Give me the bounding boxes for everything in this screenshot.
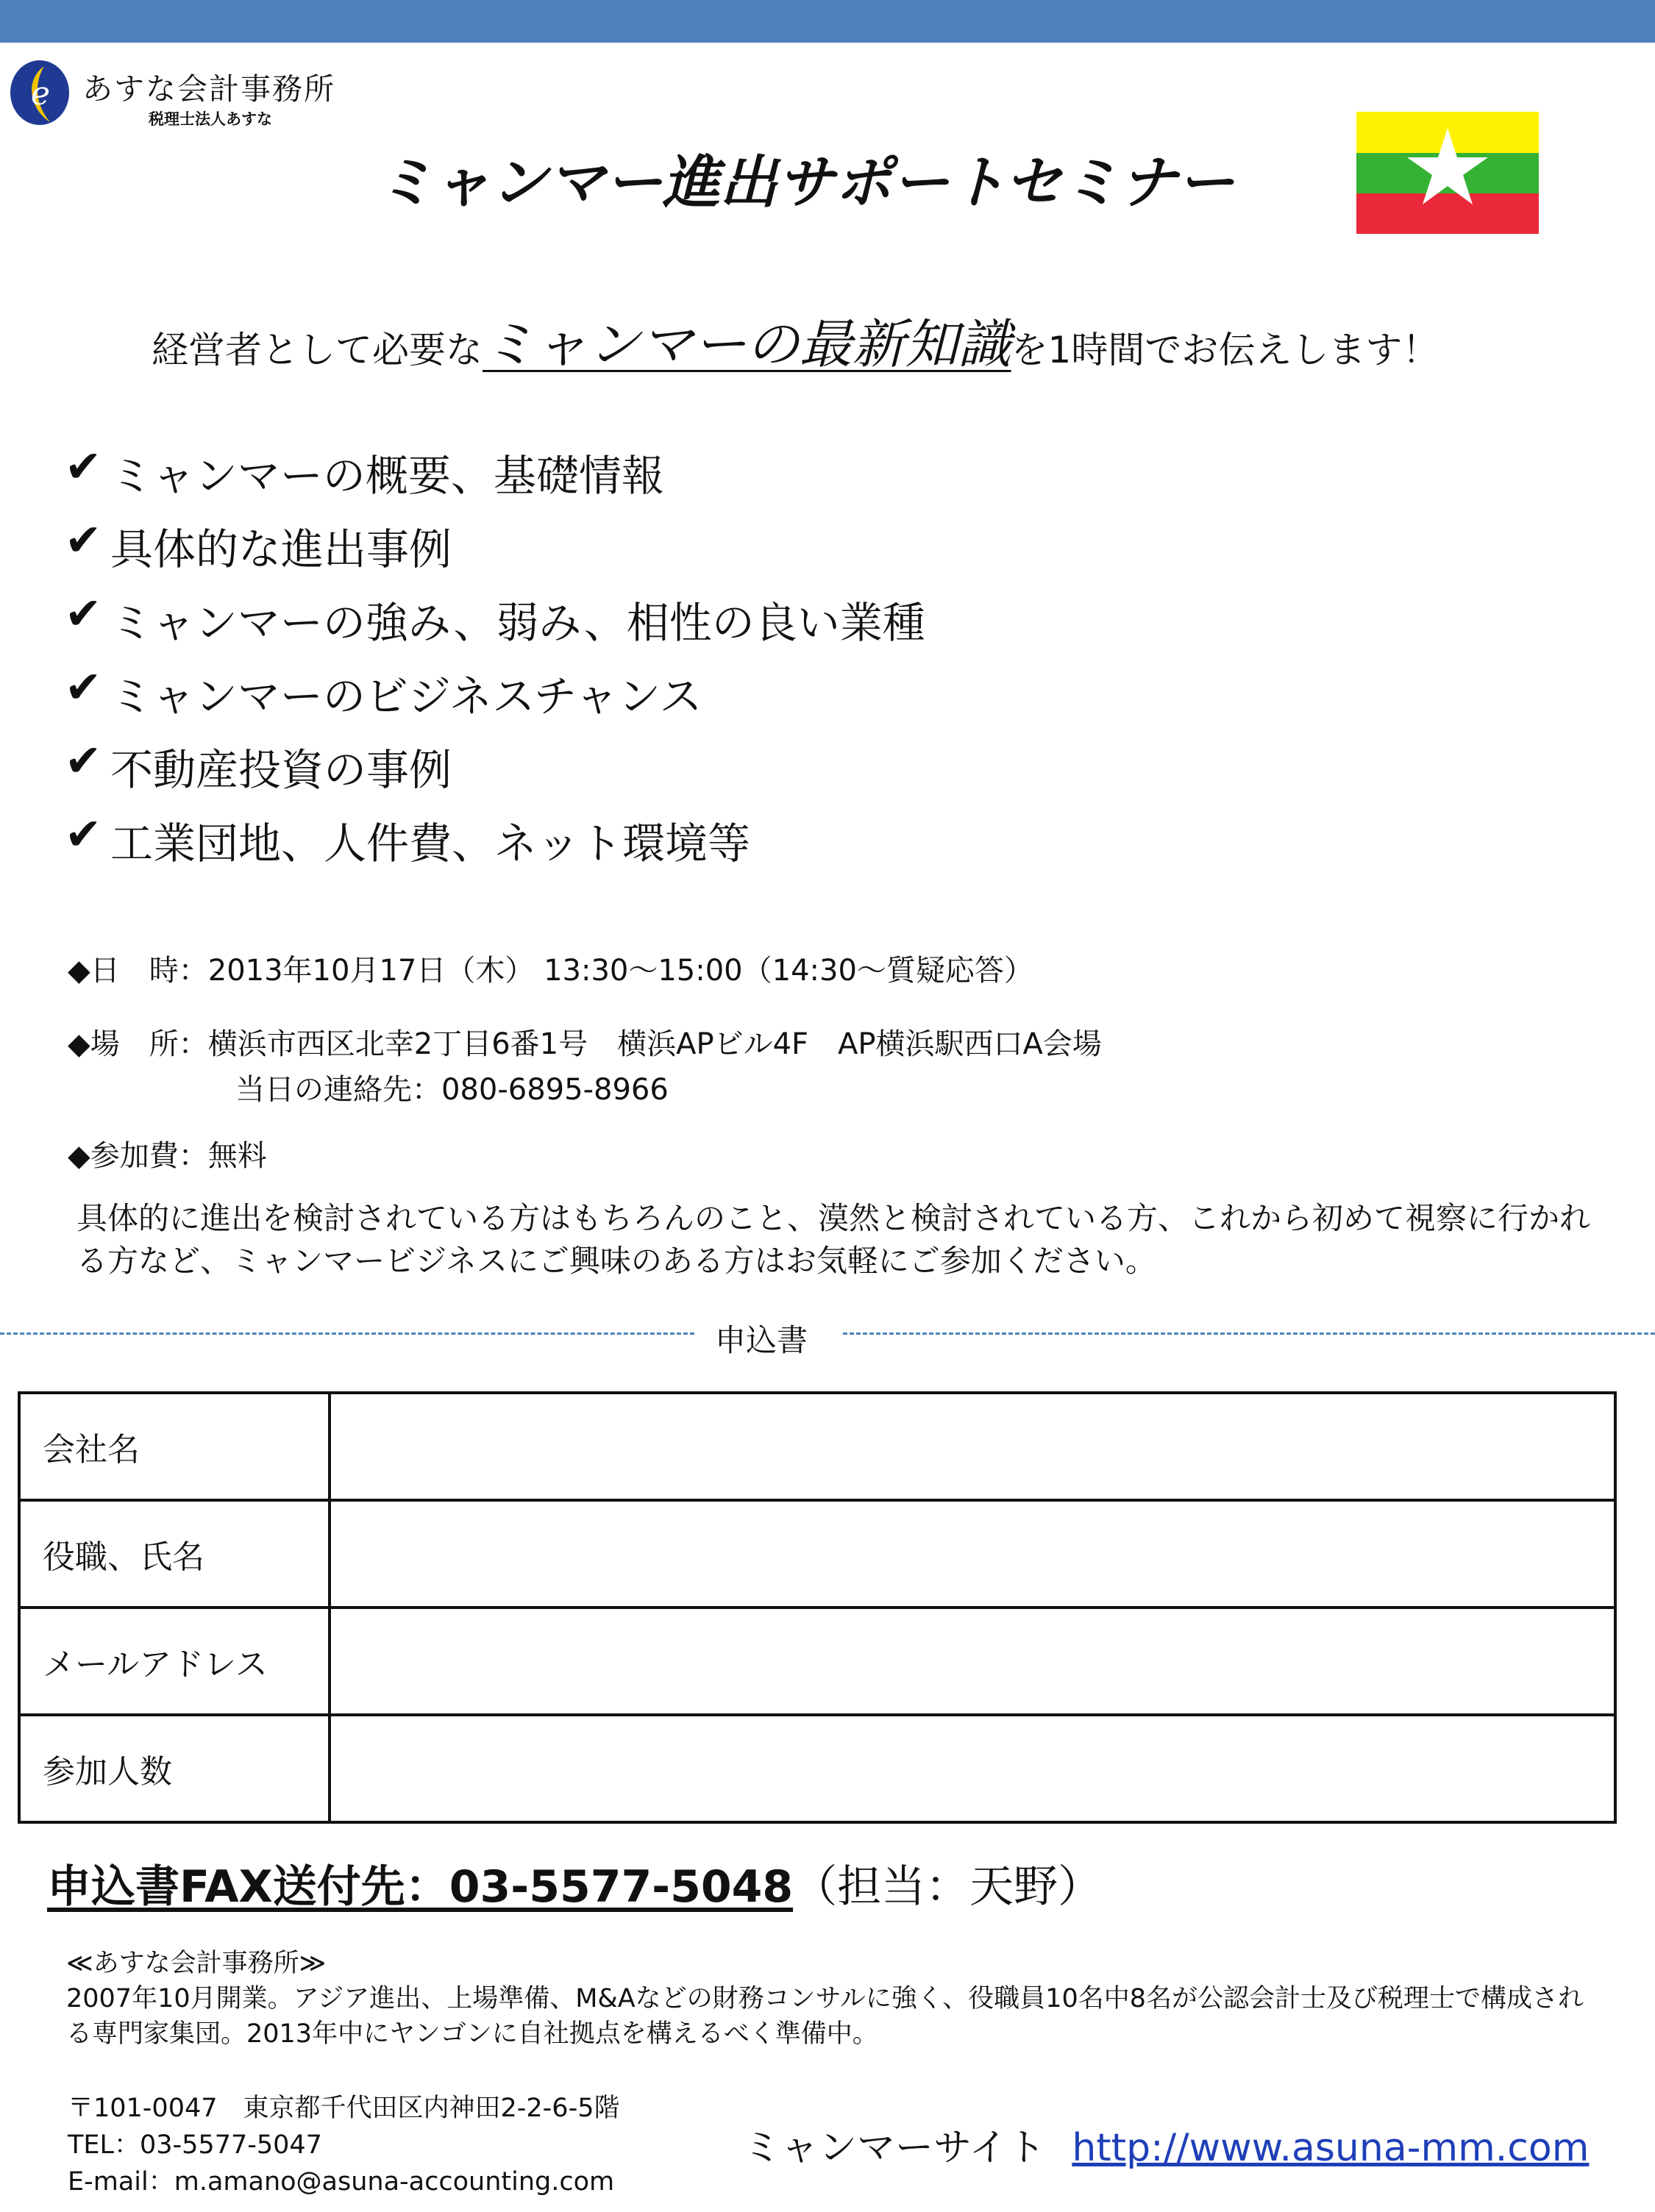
place-value: 横浜市西区北幸2丁目6番1号 横浜APビル4F AP横浜駅西口A会場 [207, 1027, 1102, 1061]
address: 〒101-0047 東京都千代田区内神田2-2-6-5階 [68, 2094, 620, 2123]
website [743, 2116, 1589, 2172]
checkmark-icon: ✔ [65, 735, 102, 787]
description: 具体的に進出を検討されている方はもちろんのこと、漠然と検討されている方、これから初めて視察に行かれる方など、ミャンマービジネスにご興味のある方はお気軽にご参加ください。 [76, 1200, 1591, 1279]
intro-emphasis: ミャンマーの最新知識 [483, 313, 1011, 375]
site-link[interactable]: http://www.asuna-mm.com [1072, 2126, 1590, 2170]
intro-before: 経営者として必要な [152, 329, 483, 371]
checkmark-icon: ✔ [65, 515, 102, 566]
svg-text:e: e [31, 75, 51, 113]
topic-item [65, 809, 925, 882]
logo-name: あすな会計事務所 [82, 71, 335, 107]
section-divider [0, 1316, 1655, 1358]
page-title-text: ミャンマー進出サポートセミナー [376, 150, 1235, 216]
company-name-label: 会社名 [19, 1393, 330, 1500]
topic-item [65, 441, 925, 515]
myanmar-flag [1356, 112, 1539, 234]
checkmark-icon: ✔ [65, 588, 102, 640]
checkmark-icon: ✔ [65, 809, 102, 860]
form-row [19, 1608, 1615, 1715]
intro-line [152, 302, 1439, 378]
checkmark-icon: ✔ [65, 662, 102, 713]
event-place [68, 1021, 1102, 1063]
position-name-label: 役職、氏名 [19, 1500, 330, 1608]
section-title: 申込書 [715, 1322, 808, 1358]
application-form [18, 1391, 1617, 1824]
email-label: メールアドレス [19, 1608, 330, 1715]
date-value: 2013年10月17日（木） 13:30〜15:00（14:30〜質疑応答） [207, 954, 1033, 988]
topic-item [65, 735, 925, 809]
topic-text: ミャンマーの強み、弱み、相性の良い業種 [110, 598, 925, 648]
email: E-mail：m.amano@asuna-accounting.com [68, 2167, 615, 2197]
attendees-field[interactable] [330, 1715, 1615, 1822]
form-row [19, 1500, 1615, 1608]
event-date [68, 947, 1033, 989]
place-label: ◆場 所： [68, 1027, 208, 1061]
about-title: ≪あすな会計事務所≫ [66, 1949, 327, 1978]
top-bar [0, 0, 1655, 43]
date-label: ◆日 時： [68, 954, 208, 988]
checkmark-icon: ✔ [65, 441, 102, 493]
fax-number: 申込書FAX送付先：03-5577-5048 [47, 1861, 794, 1913]
form-row [19, 1715, 1615, 1822]
fax-contact: （担当：天野） [793, 1861, 1103, 1913]
about-text: 2007年10月開業。アジア進出、上場準備、M&Aなどの財務コンサルに強く、役職員10名中8名が公認会計士及び税理士で構成される専門家集団。2013年中にヤンゴンに自社拠点を構えるべく準備中。 [66, 1984, 1584, 2049]
topic-list [65, 441, 925, 882]
event-contact: 当日の連絡先：080-6895-8966 [235, 1073, 669, 1107]
company-name-field[interactable] [330, 1393, 1615, 1500]
site-label: ミャンマーサイト [743, 2126, 1046, 2170]
topic-text: ミャンマーの概要、基礎情報 [110, 451, 664, 501]
event-fee [68, 1132, 267, 1174]
fee-label: ◆参加費： [68, 1139, 208, 1173]
attendees-label: 参加人数 [19, 1715, 330, 1822]
form-row [19, 1393, 1615, 1500]
topic-item [65, 588, 925, 662]
email-field[interactable] [330, 1608, 1615, 1715]
topic-text: 具体的な進出事例 [110, 524, 452, 574]
topic-text: 工業団地、人件費、ネット環境等 [110, 818, 751, 868]
tel: TEL：03-5577-5047 [68, 2130, 322, 2160]
topic-item [65, 515, 925, 588]
firm-about [66, 1946, 1596, 2052]
position-name-field[interactable] [330, 1500, 1615, 1608]
logo-subtitle: 税理士法人あすな [149, 110, 272, 128]
fee-value: 無料 [207, 1139, 267, 1173]
intro-after: を1時間でお伝えします！ [1011, 329, 1439, 371]
firm-contact [68, 2090, 619, 2200]
topic-item [65, 662, 925, 735]
logo-icon [9, 59, 71, 126]
topic-text: ミャンマーのビジネスチャンス [110, 671, 702, 721]
fax-destination [47, 1852, 1102, 1915]
topic-text: 不動産投資の事例 [110, 745, 452, 795]
